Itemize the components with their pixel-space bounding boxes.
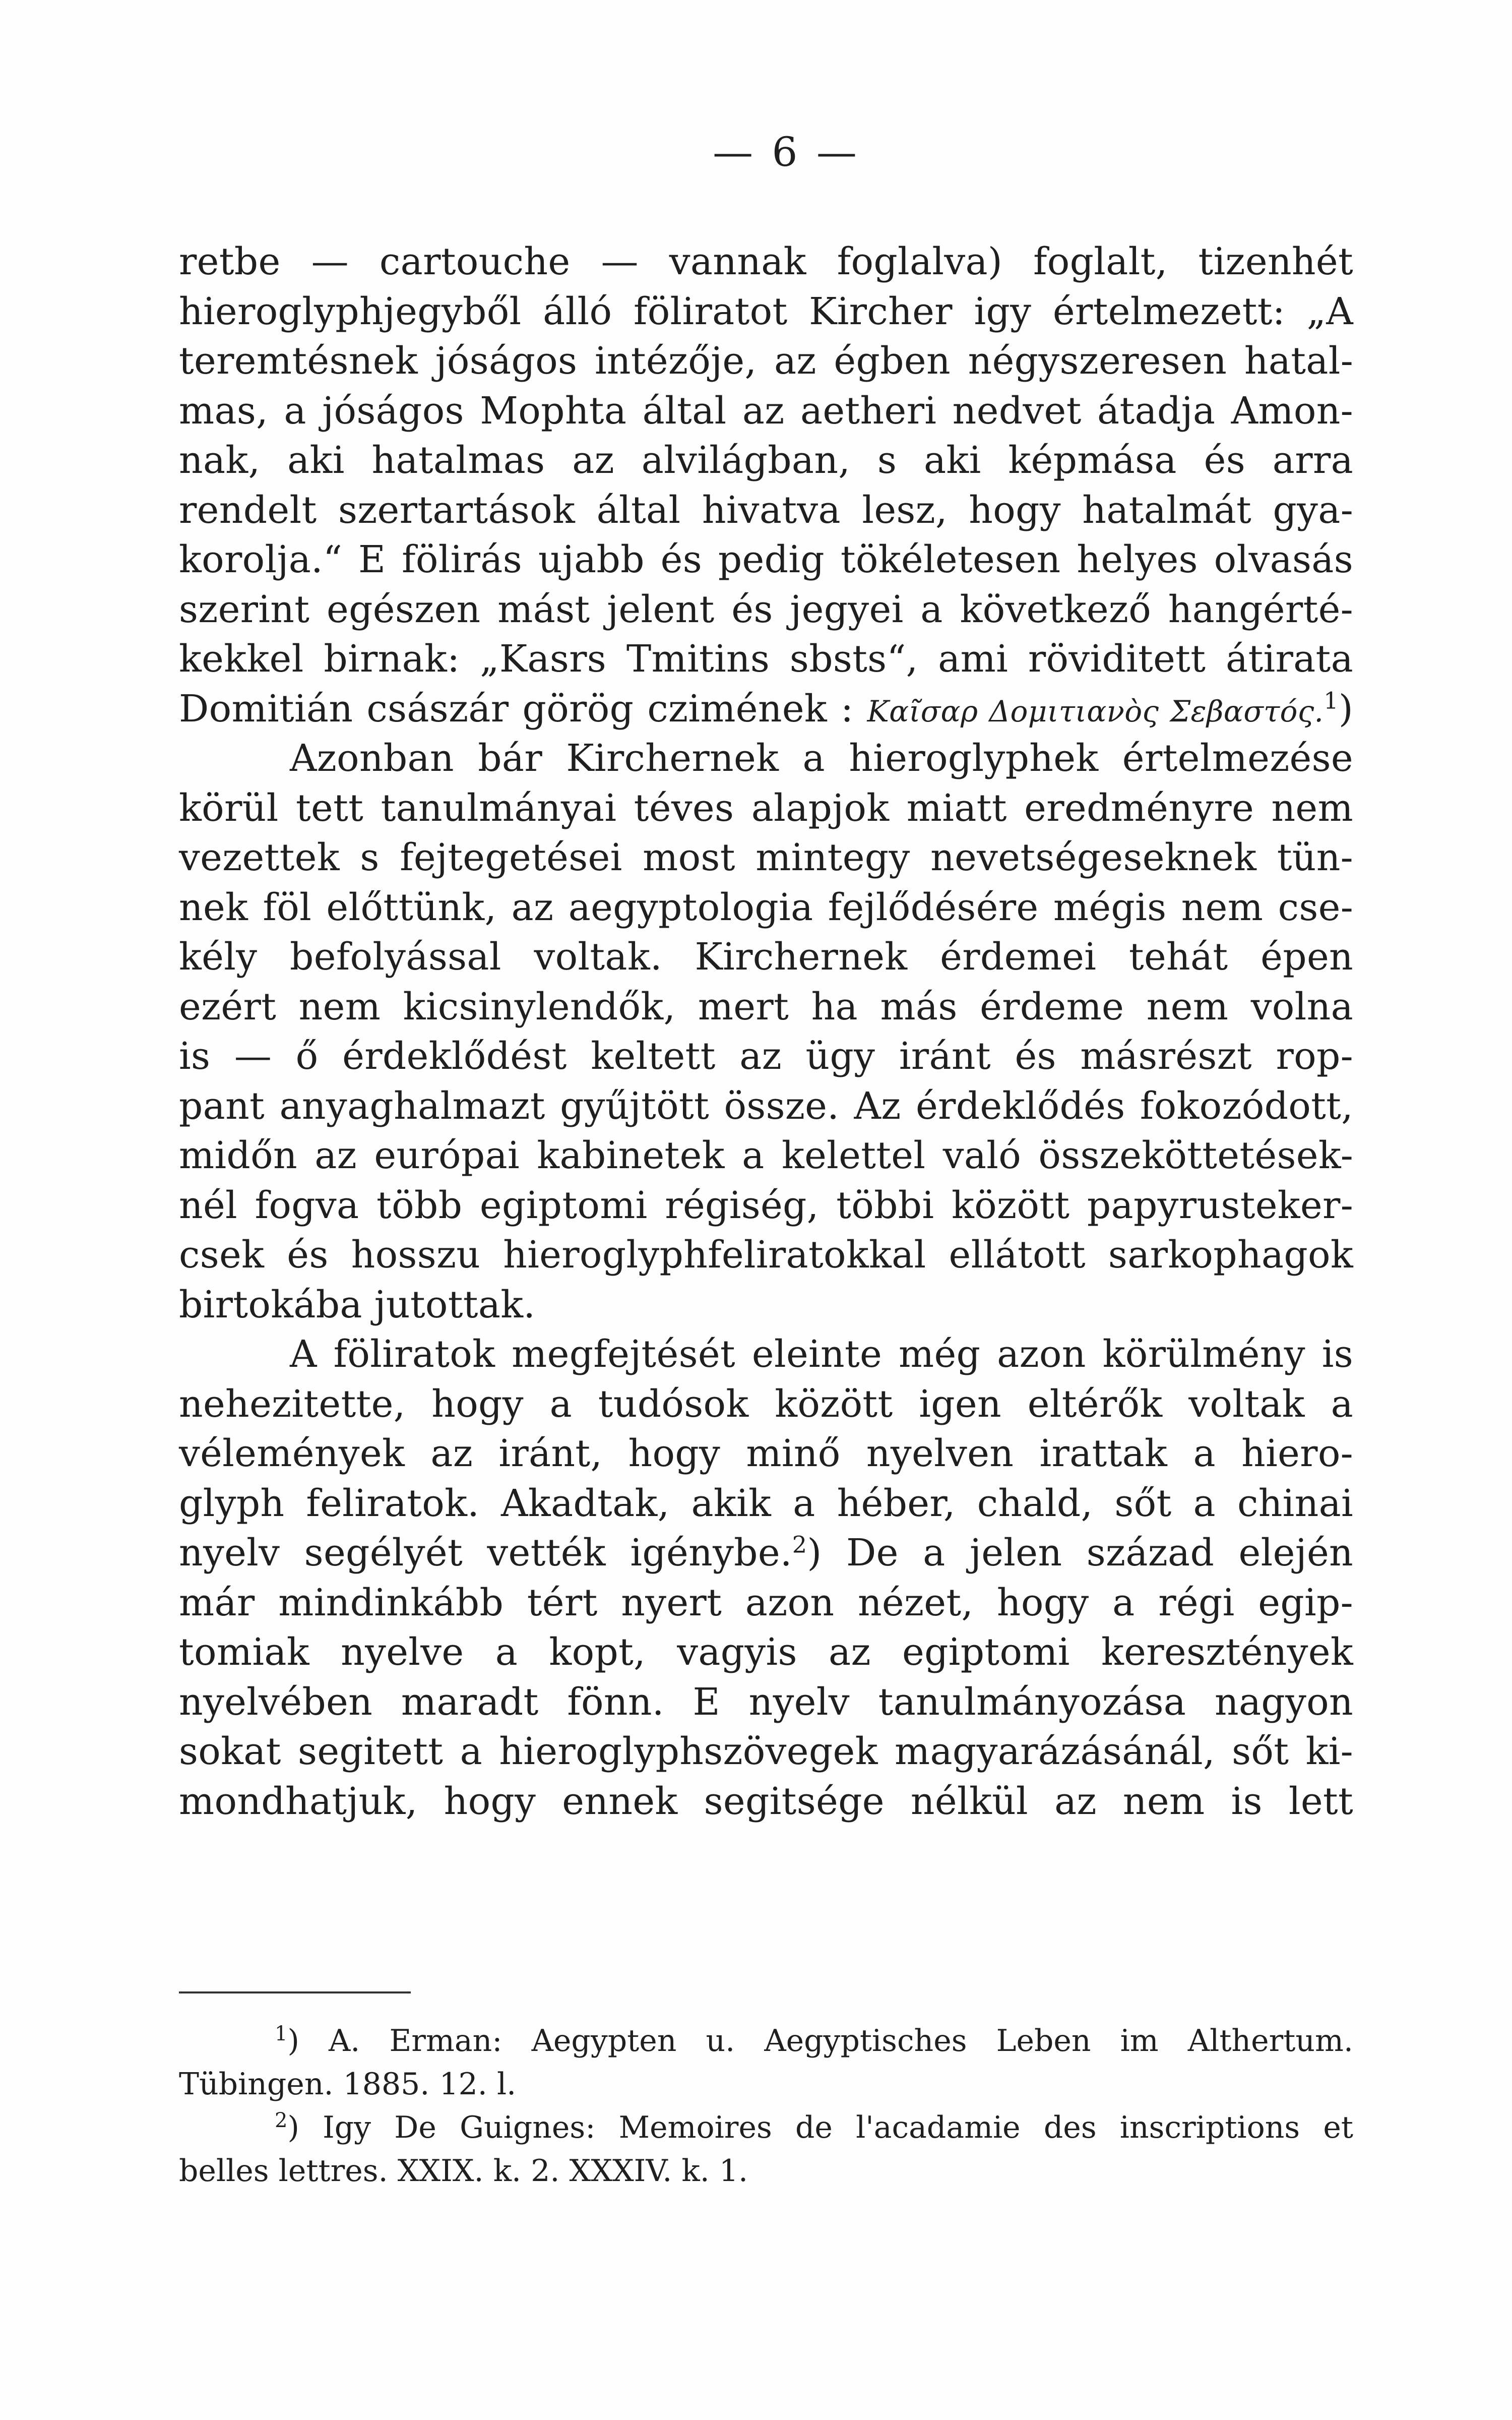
text-line: csek és hosszu hieroglyphfeliratokkal ellátott sarkophagok bbox=[179, 1233, 1353, 1277]
text-line: kély befolyással voltak. Kirchernek érdemei tehát épen bbox=[179, 935, 1353, 979]
text-line: kekkel birnak: „Kasrs Tmitins sbsts“, ami röviditett átirata bbox=[179, 637, 1353, 681]
text-line: retbe — cartouche — vannak foglalva) foglalt, tizenhét bbox=[179, 240, 1353, 283]
footnote-ref: 2 bbox=[792, 1531, 807, 1558]
footnote-1-line: Tübingen. 1885. 12. l. bbox=[179, 2067, 517, 2102]
text-line: mondhatjuk, hogy ennek segitsége nélkül az nem is lett bbox=[179, 1779, 1353, 1823]
text-line: ezért nem kicsinylendők, mert ha más érdeme nem volna bbox=[179, 985, 1353, 1028]
text-line: korolja.“ E fölirás ujabb és pedig tökéletesen helyes olvasás bbox=[179, 538, 1353, 581]
footnote-mark: 1 bbox=[275, 2022, 288, 2045]
text-segment: Domitián császár görög czimének : bbox=[179, 687, 854, 731]
text-line: rendelt szertartások által hivatva lesz, hogy hatalmát gya- bbox=[179, 488, 1353, 532]
text-line: hieroglyphjegyből álló föliratot Kircher igy értelmezett: „A bbox=[179, 289, 1353, 333]
text-line: nehezitette, hogy a tudósok között igen eltérők voltak a bbox=[179, 1382, 1353, 1426]
footnote-text: ) A. Erman: Aegypten u. Aegyptisches Leben im Althertum. bbox=[287, 2023, 1353, 2059]
paragraph-first-line: A föliratok megfejtését eleinte még azon körülmény is bbox=[290, 1333, 1353, 1376]
greek-title: Καῖσαρ Δομιτιανὸς Σεβαστός. bbox=[867, 694, 1324, 729]
footnote-1-line bbox=[179, 2019, 1353, 2063]
text-line: sokat segitett a hieroglyphszövegek magyarázásánál, sőt ki- bbox=[179, 1730, 1353, 1773]
text-line-with-ref bbox=[179, 1528, 1353, 1578]
text-line: mas, a jóságos Mophta által az aetheri nedvet átadja Amon- bbox=[179, 389, 1353, 433]
footnotes bbox=[179, 2019, 1353, 2193]
text-line: már mindinkább tért nyert azon nézet, hogy a régi egip- bbox=[179, 1581, 1353, 1624]
footnote-separator bbox=[179, 1991, 411, 1993]
footnote-ref-paren: ) bbox=[807, 1531, 822, 1575]
page-number: — 6 — bbox=[713, 129, 860, 175]
text-line: szerint egészen mást jelent és jegyei a következő hangérté- bbox=[179, 587, 1353, 631]
text-line: midőn az európai kabinetek a kelettel való összeköttetések- bbox=[179, 1134, 1353, 1177]
text-line: nyelvében maradt fönn. E nyelv tanulmányozása nagyon bbox=[179, 1680, 1353, 1724]
footnote-text: ) Igy De Guignes: Memoires de l'acadamie des inscriptions et bbox=[287, 2110, 1353, 2145]
text-line: pant anyaghalmazt gyűjtött össze. Az érdeklődés fokozódott, bbox=[179, 1084, 1353, 1128]
text-line: is — ő érdeklődést keltett az ügy iránt és másrészt rop- bbox=[179, 1035, 1353, 1078]
footnote-2-line bbox=[179, 2106, 1353, 2149]
footnote-mark: 2 bbox=[275, 2109, 288, 2132]
text-line: nél fogva több egiptomi régiség, többi között papyrusteker- bbox=[179, 1183, 1353, 1227]
text-line-with-greek bbox=[179, 684, 1353, 734]
paragraph-last-line: birtokába jutottak. bbox=[179, 1283, 536, 1326]
text-line: glyph feliratok. Akadtak, akik a héber, chald, sőt a chinai bbox=[179, 1481, 1353, 1525]
text-line: nek föl előttünk, az aegyptologia fejlődésére mégis nem cse- bbox=[179, 885, 1353, 929]
text-line: vezettek s fejtegetései most mintegy nevetségeseknek tün- bbox=[179, 836, 1353, 879]
footnote-ref: 1 bbox=[1324, 686, 1339, 714]
footnote-2-line: belles lettres. XXIX. k. 2. XXXIV. k. 1. bbox=[179, 2153, 748, 2189]
text-line: körül tett tanulmányai téves alapjok miatt eredményre nem bbox=[179, 786, 1353, 830]
text-line: nak, aki hatalmas az alvilágban, s aki képmása és arra bbox=[179, 439, 1353, 482]
text-segment: De a jelen század elején bbox=[822, 1531, 1353, 1575]
text-segment: nyelv segélyét vették igénybe. bbox=[179, 1531, 792, 1575]
footnote-ref-paren: ) bbox=[1338, 687, 1354, 731]
paragraph-first-line: Azonban bár Kirchernek a hieroglyphek értelmezése bbox=[290, 737, 1353, 780]
body-text bbox=[179, 237, 1353, 1826]
text-line: teremtésnek jóságos intézője, az égben négyszeresen hatal- bbox=[179, 339, 1353, 383]
text-line: vélemények az iránt, hogy minő nyelven irattak a hiero- bbox=[179, 1432, 1353, 1475]
text-line: tomiak nyelve a kopt, vagyis az egiptomi keresztények bbox=[179, 1630, 1353, 1674]
